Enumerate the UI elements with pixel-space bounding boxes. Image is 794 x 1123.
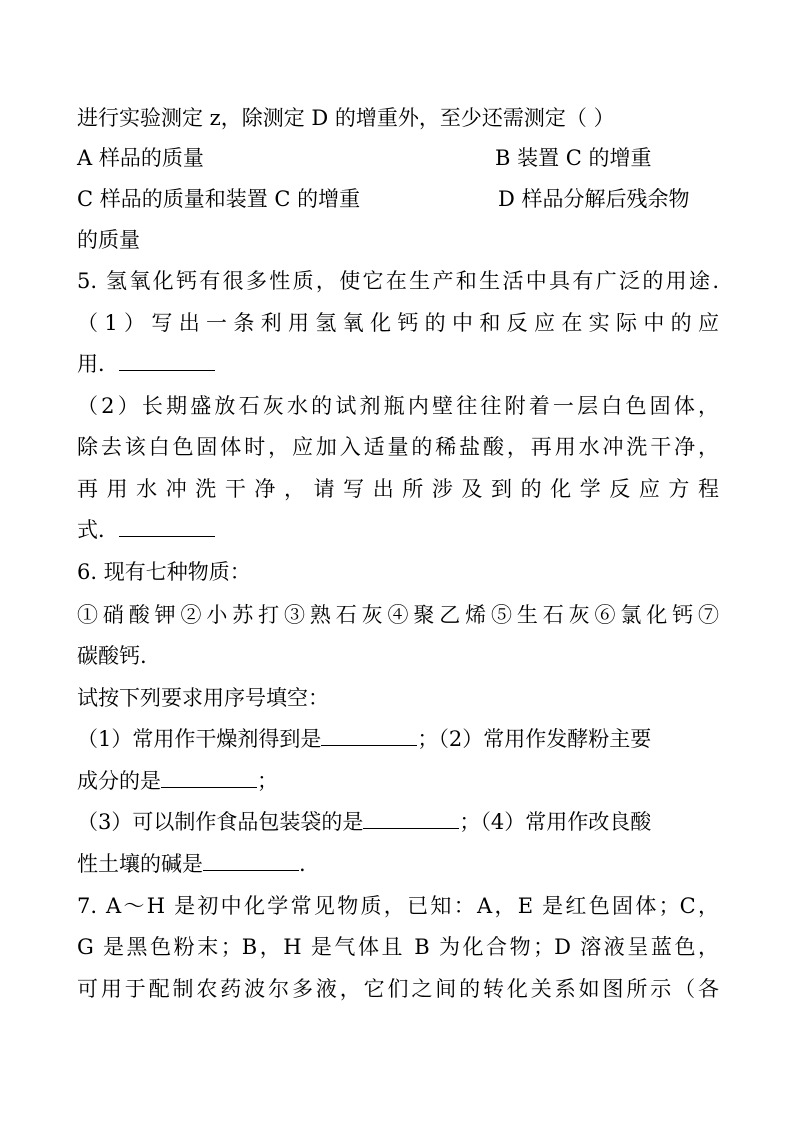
- q5-stem: 5. 氢氧化钙有很多性质，使它在生产和生活中具有广泛的用途.: [77, 269, 719, 293]
- q5-part2-line3: 再用水冲洗干净，请写出所涉及到的化学反应方程: [77, 477, 719, 501]
- q4-option-b: B 装置 C 的增重: [495, 146, 652, 170]
- answer-blank[interactable]: [119, 516, 215, 537]
- q5-part2-line1: （2）长期盛放石灰水的试剂瓶内壁往往附着一层白色固体，: [77, 394, 719, 418]
- q6-part2-text: 成分的是: [77, 769, 161, 793]
- q4-options-row2: [77, 185, 719, 213]
- q5-part1-line1: （1）写出一条利用氢氧化钙的中和反应在实际中的应: [77, 311, 719, 335]
- q4-option-d: D 样品分解后残余物: [498, 187, 690, 211]
- q6-instruction: 试按下列要求用序号填空：: [77, 686, 329, 710]
- answer-blank[interactable]: [161, 767, 257, 788]
- q5-part2-line4: [77, 516, 215, 544]
- q4-option-a: A 样品的质量: [77, 146, 204, 170]
- q7-line1: 7. A～H 是初中化学常见物质，已知：A，E 是红色固体；C，: [77, 894, 719, 918]
- q7-line2: G 是黑色粉末；B，H 是气体且 B 为化合物；D 溶液呈蓝色，: [77, 935, 719, 959]
- q6-part3-row: [77, 808, 651, 836]
- answer-blank[interactable]: [119, 350, 215, 371]
- q6-part4-text: 性土壤的碱是: [77, 852, 203, 876]
- q6-part1-row: [77, 725, 651, 753]
- q4-option-c: C 样品的质量和装置 C 的增重: [77, 187, 361, 211]
- answer-blank[interactable]: [321, 725, 417, 746]
- q5-part1-line2: [77, 350, 215, 378]
- q6-part1-text: （1）常用作干燥剂得到是: [77, 727, 322, 751]
- q5-part1-text: 用．: [77, 352, 119, 376]
- q6-items-line2: 碳酸钙.: [77, 644, 147, 668]
- q4-line1: 进行实验测定 z，除测定 D 的增重外，至少还需测定（ ）: [77, 106, 615, 130]
- q6-part2-end: ；: [257, 769, 278, 793]
- q6-part4-row: [77, 850, 306, 878]
- answer-blank[interactable]: [363, 808, 459, 829]
- q5-part2-text: 式．: [77, 518, 119, 542]
- q5-part2-line2: 除去该白色固体时，应加入适量的稀盐酸，再用水冲洗干净，: [77, 435, 719, 459]
- q6-items-line1: ①硝酸钾②小苏打③熟石灰④聚乙烯⑤生石灰⑥氯化钙⑦: [77, 603, 719, 627]
- q4-options-row1: [77, 144, 719, 172]
- q6-part2-row: [77, 767, 278, 795]
- q6-part3-end: ；（4）常用作改良酸: [459, 810, 652, 834]
- answer-blank[interactable]: [203, 850, 299, 871]
- q4-option-d-cont: 的质量: [77, 228, 140, 252]
- q6-part3-text: （3）可以制作食品包装袋的是: [77, 810, 364, 834]
- q6-part1-end: ；（2）常用作发酵粉主要: [417, 727, 652, 751]
- q6-stem: 6. 现有七种物质：: [77, 560, 251, 584]
- q7-line3: 可用于配制农药波尔多液，它们之间的转化关系如图所示（各: [77, 977, 719, 1001]
- q6-part4-end: .: [299, 852, 306, 876]
